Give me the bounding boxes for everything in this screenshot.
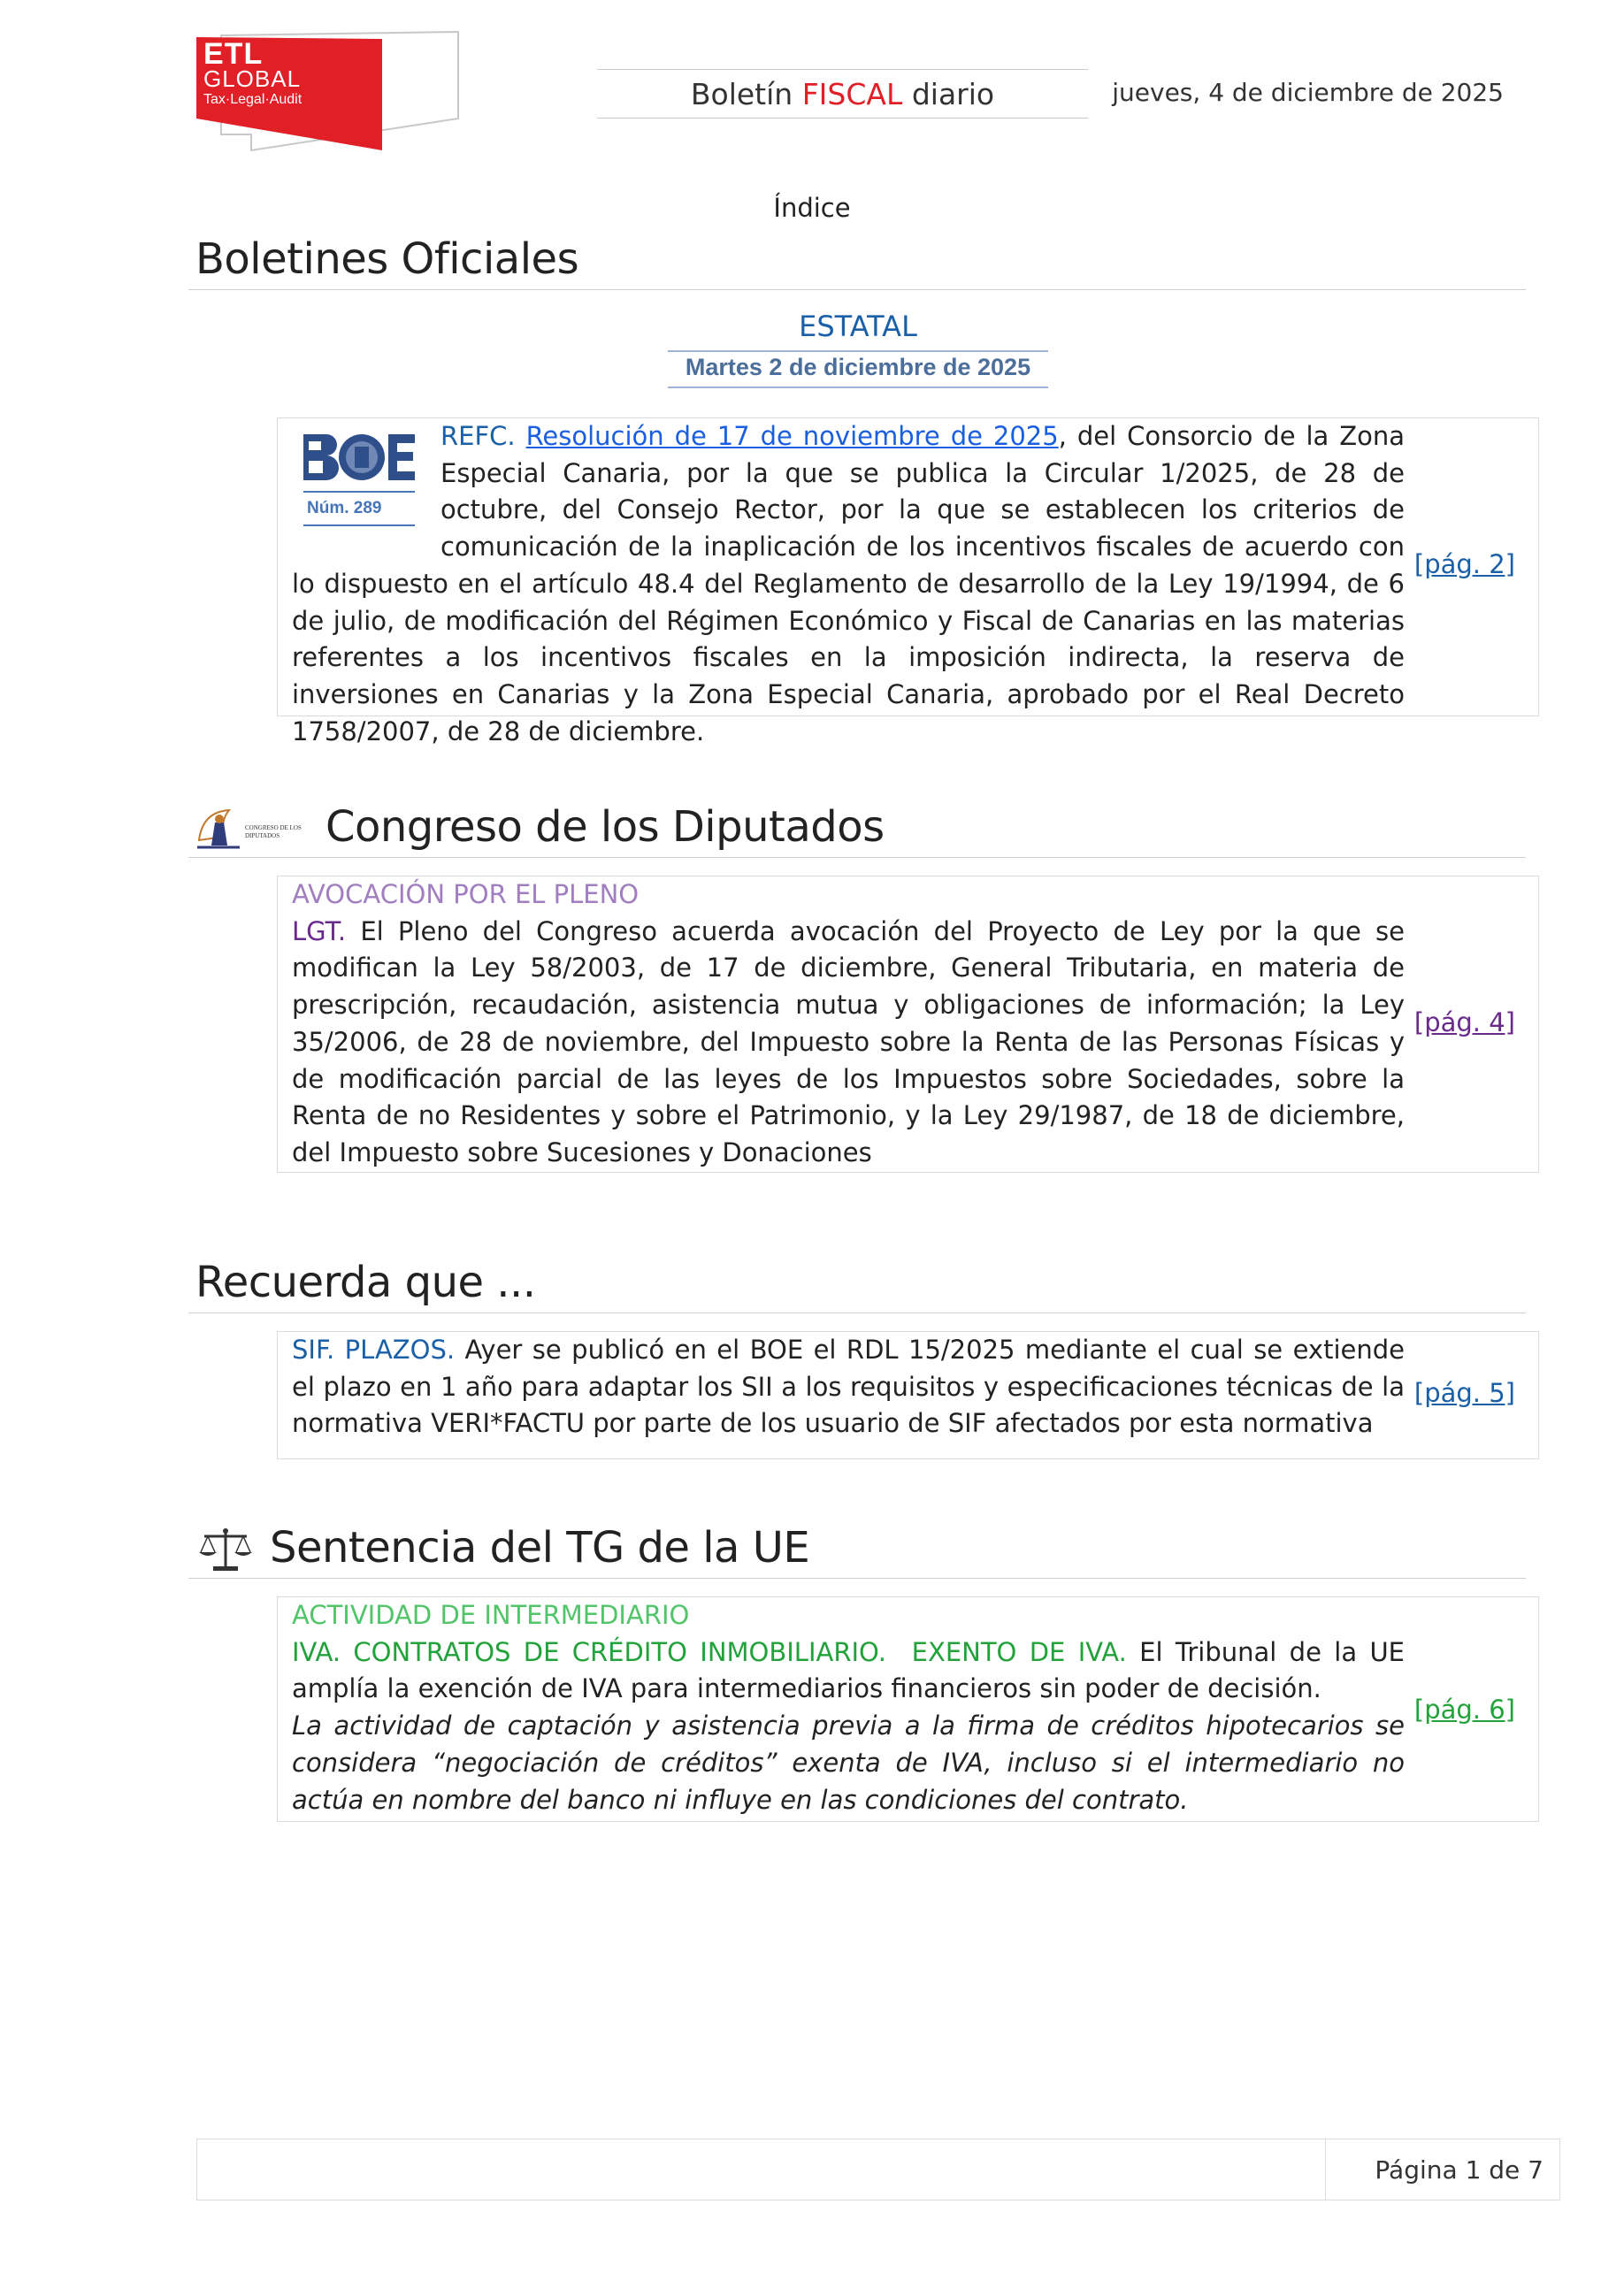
entry-text — [292, 418, 1405, 750]
footer-divider — [1325, 2139, 1326, 2200]
page-footer — [196, 2139, 1560, 2200]
entry-body: , del Consorcio de la Zona Especial Canaria, por la que se publica la Circular 1/2025, de 28 de octubre, del Consejo Rector, por la que se establecen los criterios de comunicación de la inaplicación de los incentivos fiscales de acuerdo con lo dispuesto en el artículo 48.4 del Reglamento de desarrollo de la Ley 19/1994, de 6 de julio, de modificación del Régimen Económico y Fiscal de Canarias en las materias referentes a los incentivos fiscales en la imposición indirecta, la reserva de inversiones en Canarias y la Zona Especial Canaria, aprobado por el Real Decreto 1758/2007, de 28 de diciembre. — [292, 421, 1405, 746]
page-link[interactable]: [pág. 5] — [1413, 1378, 1515, 1408]
section-heading-congreso — [188, 802, 1526, 858]
entry-tag: SIF. PLAZOS. — [292, 1335, 456, 1365]
boe-entry — [277, 417, 1539, 746]
entry-category: AVOCACIÓN POR EL PLENO — [292, 879, 640, 909]
congreso-logo-caption: CONGRESO DE LOS DIPUTADOS — [245, 824, 302, 839]
section-title: Recuerda que ... — [195, 1258, 536, 1307]
publication-date: Martes 2 de diciembre de 2025 — [668, 354, 1048, 388]
title-highlight: FISCAL — [801, 76, 903, 111]
section-title: Sentencia del TG de la UE — [270, 1523, 810, 1573]
entry-body: El Tribunal de la UE amplía la exención de IVA para intermediarios financieros sin poder de decisión. — [292, 1636, 1405, 1704]
section-title: Boletines Oficiales — [195, 234, 579, 284]
section-heading-sentencia — [188, 1523, 1526, 1579]
entry-tag: IVA. CONTRATOS DE CRÉDITO INMOBILIARIO. EXENTO DE IVA. — [292, 1636, 1127, 1667]
page-link[interactable]: [pág. 4] — [1413, 1007, 1515, 1037]
scales-icon — [197, 1526, 254, 1573]
entry-category: ACTIVIDAD DE INTERMEDIARIO — [292, 1600, 690, 1630]
resolution-link[interactable]: Resolución de 17 de noviembre de 2025 — [525, 421, 1059, 451]
recuerda-entry — [277, 1331, 1539, 1459]
section-title: Congreso de los Diputados — [326, 802, 885, 852]
header-date: jueves, 4 de diciembre de 2025 — [1112, 78, 1504, 107]
logo-tagline: Tax·Legal·Audit — [203, 92, 303, 107]
boe-issue-number: Núm. 289 — [307, 499, 382, 517]
page-link[interactable]: [pág. 6] — [1413, 1695, 1515, 1725]
page-number: Página 1 de 7 — [1375, 2155, 1544, 2185]
bulletin-title — [597, 69, 1088, 119]
congreso-entry — [277, 876, 1539, 1173]
etl-global-logo — [196, 30, 462, 154]
entry-summary: La actividad de captación y asistencia previa a la firma de créditos hipotecarios se considera “negociación de créditos” exenta de IVA, incluso si el intermediario no actúa en nombre del banco ni influye en las condiciones del contrato. — [292, 1711, 1405, 1815]
section-heading-recuerda — [188, 1260, 1526, 1313]
congreso-logo-icon — [194, 805, 316, 854]
entry-text — [292, 1597, 1405, 1818]
logo-global-text: GLOBAL — [203, 65, 302, 92]
logo-etl-text: ETL — [203, 37, 264, 71]
entry-body: El Pleno del Congreso acuerda avocación del Proyecto de Ley por la que se modifican la Ley 58/2003, de 17 de diciembre, General Tributaria, en materia de prescripción, recaudación, asistencia mutua y obligaciones de información; la Ley 35/2006, de 28 de noviembre, del Impuesto sobre la Renta de las Personas Físicas y de modificación parcial de las leyes de los Impuestos sobre Sociedades, sobre la Renta de no Residentes y sobre el Patrimonio, y la Ley 29/1987, de 18 de diciembre, del Impuesto sobre Sucesiones y Donaciones — [292, 915, 1405, 1167]
entry-tag: REFC. — [440, 421, 516, 451]
section-heading-boletines — [188, 234, 1526, 290]
title-prefix: Boletín — [690, 76, 802, 111]
title-suffix: diario — [902, 76, 995, 111]
entry-body: Ayer se publicó en el BOE el RDL 15/2025 mediante el cual se extiende el plazo en 1 año para adaptar los SII a los requisitos y especificaciones técnicas de la normativa VERI*FACTU por parte de los usuario de SIF afectados por esta normativa — [292, 1335, 1405, 1439]
entry-text — [292, 876, 1405, 1172]
entry-tag: LGT. — [292, 915, 347, 946]
estatal-subheading: ESTATAL — [668, 310, 1048, 352]
page-link[interactable]: [pág. 2] — [1413, 549, 1515, 579]
entry-text — [292, 1332, 1405, 1443]
index-label[interactable]: Índice — [773, 193, 851, 223]
sentencia-entry — [277, 1596, 1539, 1822]
